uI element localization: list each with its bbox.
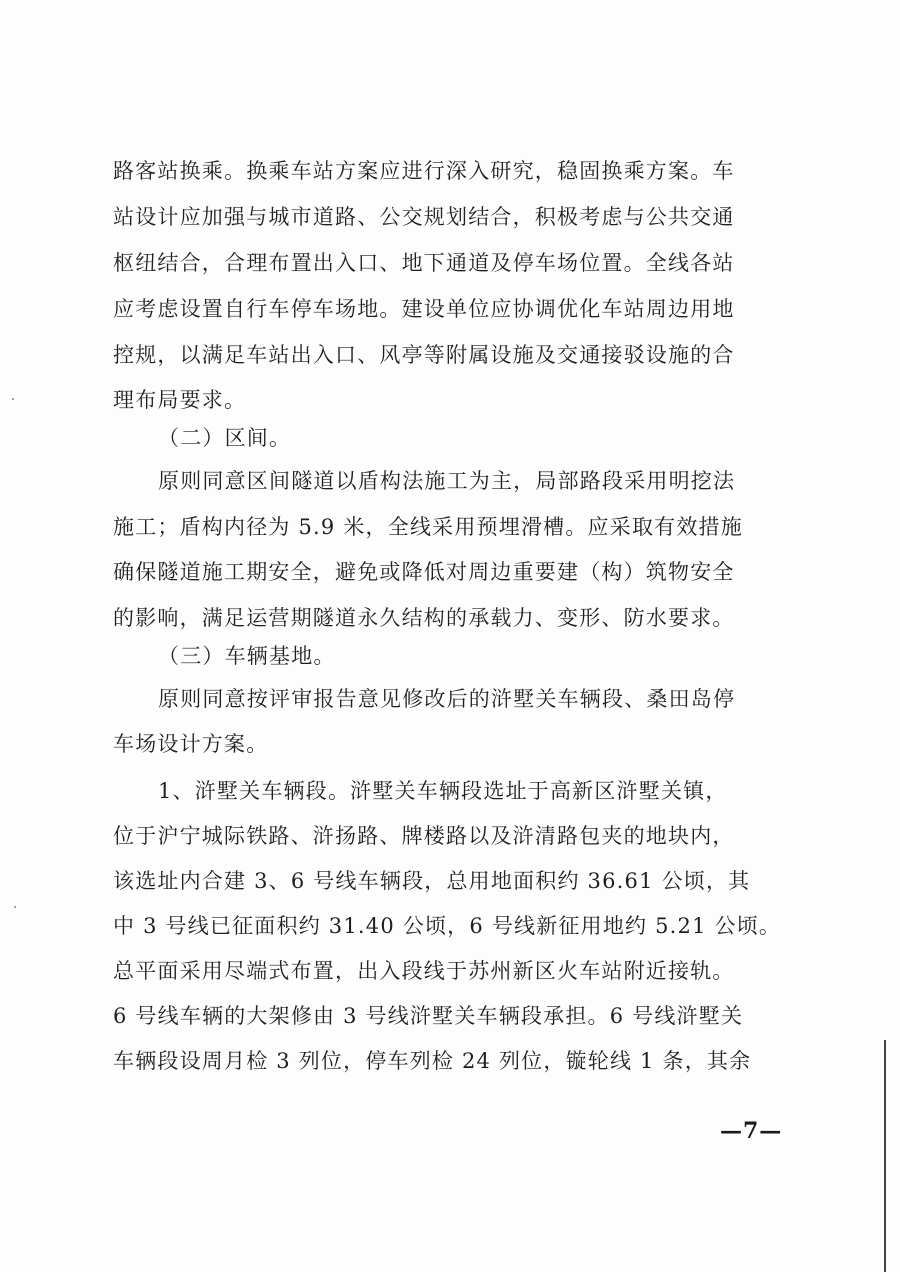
paragraph-line: 车场设计方案。 xyxy=(113,732,269,756)
paragraph-line: 1、浒墅关车辆段。浒墅关车辆段选址于高新区浒墅关镇， xyxy=(158,779,728,803)
paragraph-line: 站设计应加强与城市道路、公交规划结合，积极考虑与公共交通 xyxy=(113,205,735,229)
paragraph-line: 中 3 号线已征面积约 31.40 公顷，6 号线新征用地约 5.21 公顷。 xyxy=(113,914,782,938)
paragraph-line: 原则同意按评审报告意见修改后的浒墅关车辆段、桑田岛停 xyxy=(158,687,736,711)
scan-speck xyxy=(12,398,14,400)
scan-speck xyxy=(14,906,16,908)
paragraph-line: 原则同意区间隧道以盾构法施工为主，局部路段采用明挖法 xyxy=(158,469,736,493)
paragraph-line: 应考虑设置自行车停车场地。建设单位应协调优化车站周边用地 xyxy=(113,297,735,321)
paragraph-line: 位于沪宁城际铁路、浒扬路、牌楼路以及浒清路包夹的地块内， xyxy=(113,824,735,848)
section-heading: （三）车辆基地。 xyxy=(158,644,336,668)
page-number: —7— xyxy=(720,1118,783,1144)
paragraph-line: 理布局要求。 xyxy=(113,388,247,412)
paragraph-line: 车辆段设周月检 3 列位，停车列检 24 列位，镟轮线 1 条，其余 xyxy=(113,1049,752,1073)
paragraph-line: 该选址内合建 3、6 号线车辆段，总用地面积约 36.61 公顷，其 xyxy=(113,869,751,893)
paragraph-line: 控规，以满足车站出入口、风亭等附属设施及交通接驳设施的合 xyxy=(113,343,735,367)
paragraph-line: 总平面采用尽端式布置，出入段线于苏州新区火车站附近接轨。 xyxy=(113,959,735,983)
paragraph-line: 施工；盾构内径为 5.9 米，全线采用预埋滑槽。应采取有效措施 xyxy=(113,515,743,539)
section-heading: （二）区间。 xyxy=(158,426,292,450)
paragraph-line: 枢纽结合，合理布置出入口、地下通道及停车场位置。全线各站 xyxy=(113,251,735,275)
paragraph-line: 确保隧道施工期安全，避免或降低对周边重要建（构）筑物安全 xyxy=(113,560,735,584)
scan-edge-line xyxy=(884,1040,886,1272)
paragraph-line: 路客站换乘。换乘车站方案应进行深入研究，稳固换乘方案。车 xyxy=(113,159,735,183)
paragraph-line: 的影响，满足运营期隧道永久结构的承载力、变形、防水要求。 xyxy=(113,606,735,630)
paragraph-line: 6 号线车辆的大架修由 3 号线浒墅关车辆段承担。6 号线浒墅关 xyxy=(113,1004,744,1028)
